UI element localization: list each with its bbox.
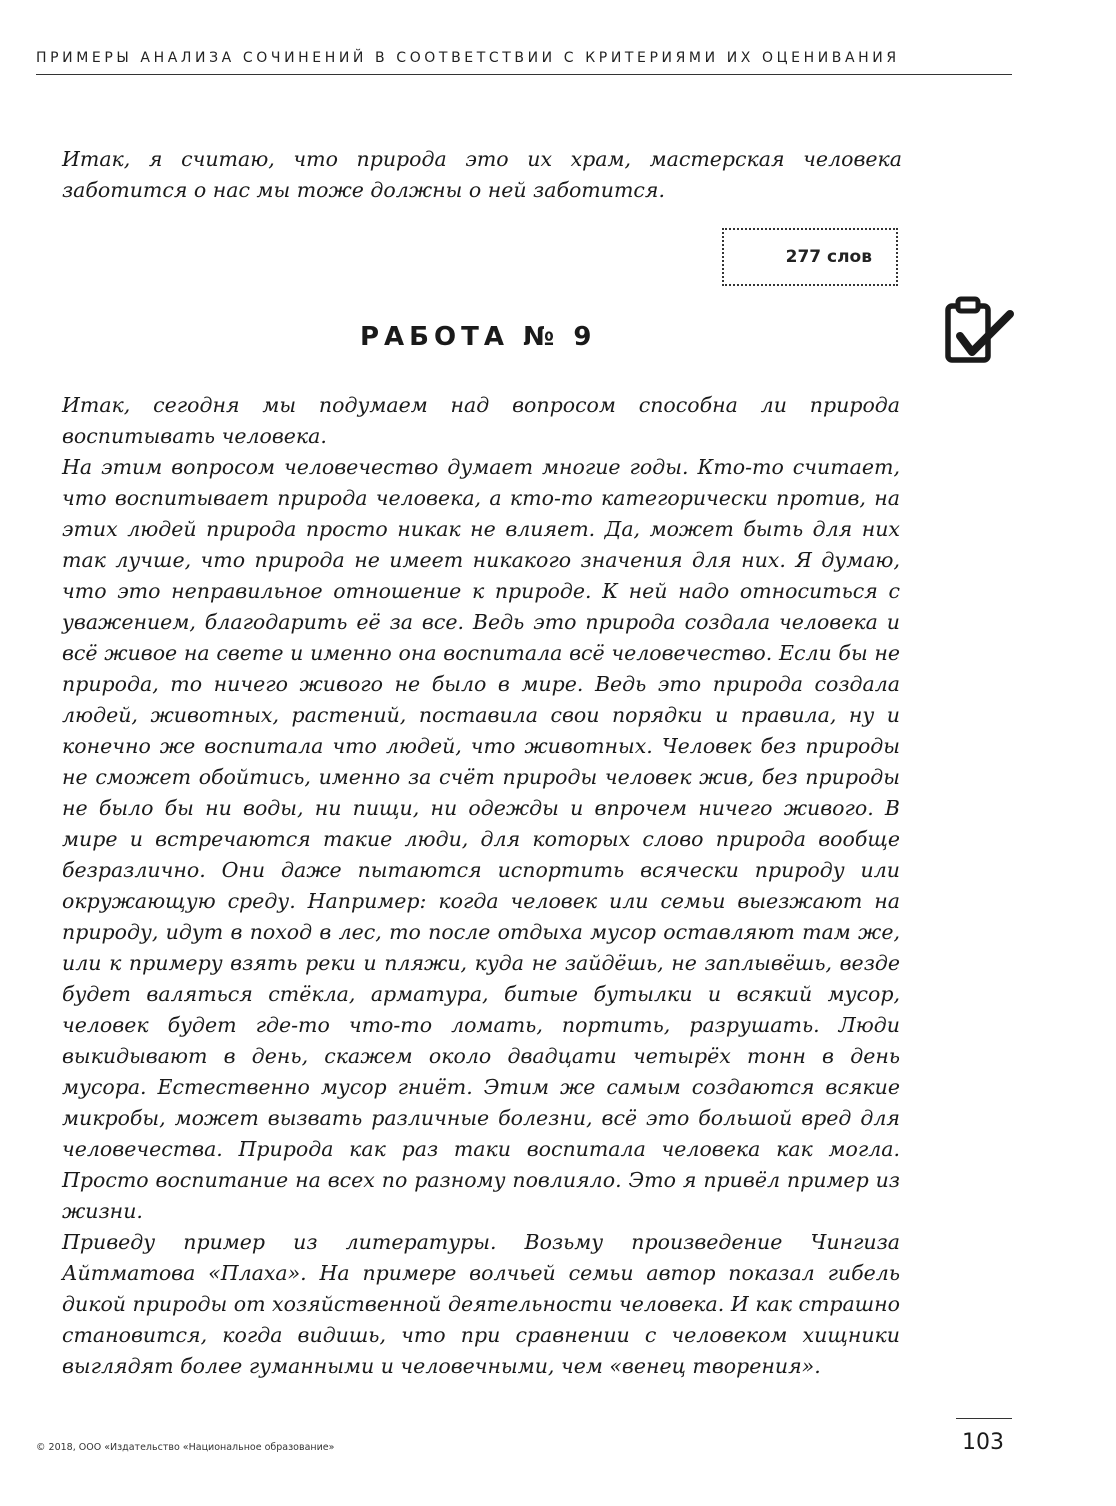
clipboard-check-icon xyxy=(942,294,1018,370)
intro-paragraph: Итак, я считаю, что природа это их храм, мастерская человека заботится о нас мы тоже должны о ней заботится. xyxy=(62,147,902,202)
work-title: РАБОТА № 9 xyxy=(360,322,597,352)
footer-rule xyxy=(956,1418,1012,1419)
essay-body xyxy=(62,390,900,1382)
essay-paragraph-1: Итак, сегодня мы подумаем над вопросом способна ли природа воспитывать человека. xyxy=(62,393,900,448)
word-count-label: 277 слов xyxy=(785,247,872,267)
header-rule xyxy=(36,74,1012,75)
copyright-notice: © 2018, ООО «Издательство «Национальное образование» xyxy=(36,1442,335,1453)
essay-paragraph-3: Приведу пример из литературы. Возьму произведение Чингиза Айтматова «Плаха». На примере волчьей семьи автор показал гибель дикой природы от хозяйственной деятельности человека. И как страшно становится, когда видишь, что при сравнении с человеком хищники выглядят более гуманными и человечными, чем «венец творения». xyxy=(62,1230,900,1378)
intro-block xyxy=(62,144,902,206)
page-number: 103 xyxy=(962,1430,1004,1455)
essay-paragraph-2: На этим вопросом человечество думает многие годы. Кто-то считает, что воспитывает природа человека, а кто-то категорически против, на этих людей природа просто никак не влияет. Да, может быть для них так лучше, что природа не имеет никакого значения для них. Я думаю, что это неправильное отношение к природе. К ней надо относиться с уважением, благодарить её за все. Ведь это природа создала человека и всё живое на свете и именно она воспитала всё человечество. Если бы не природа, то ничего живого не было в мире. Ведь это природа создала людей, животных, растений, поставила свои порядки и правила, ну и конечно же воспитала что людей, что животных. Человек без природы не сможет обойтись, именно за счёт природы человек жив, без природы не было бы ни воды, ни пищи, ни одежды и впрочем ничего живого. В мире и встречаются такие люди, для которых слово природа вообще безразлично. Они даже пытаются испортить всячески природу или окружающую среду. Например: когда человек или семьи выезжают на природу, идут в поход в лес, то после отдыха мусор оставляют там же, или к примеру взять реки и пляжи, куда не зайдёшь, не заплывёшь, везде будет валяться стёкла, арматура, битые бутылки и всякий мусор, человек будет где-то что-то ломать, портить, разрушать. Люди выкидывают в день, скажем около двадцати четырёх тонн в день мусора. Естественно мусор гниёт. Этим же самым создаются всякие микробы, может вызвать различные болезни, всё это большой вред для человечества. Природа как раз таки воспитала человека как могла. Просто воспитание на всех по разному повлияло. Это я привёл пример из жизни. xyxy=(62,455,900,1223)
word-count-box xyxy=(722,228,898,286)
running-head: ПРИМЕРЫ АНАЛИЗА СОЧИНЕНИЙ В СООТВЕТСТВИИ С КРИТЕРИЯМИ ИХ ОЦЕНИВАНИЯ xyxy=(36,50,900,66)
